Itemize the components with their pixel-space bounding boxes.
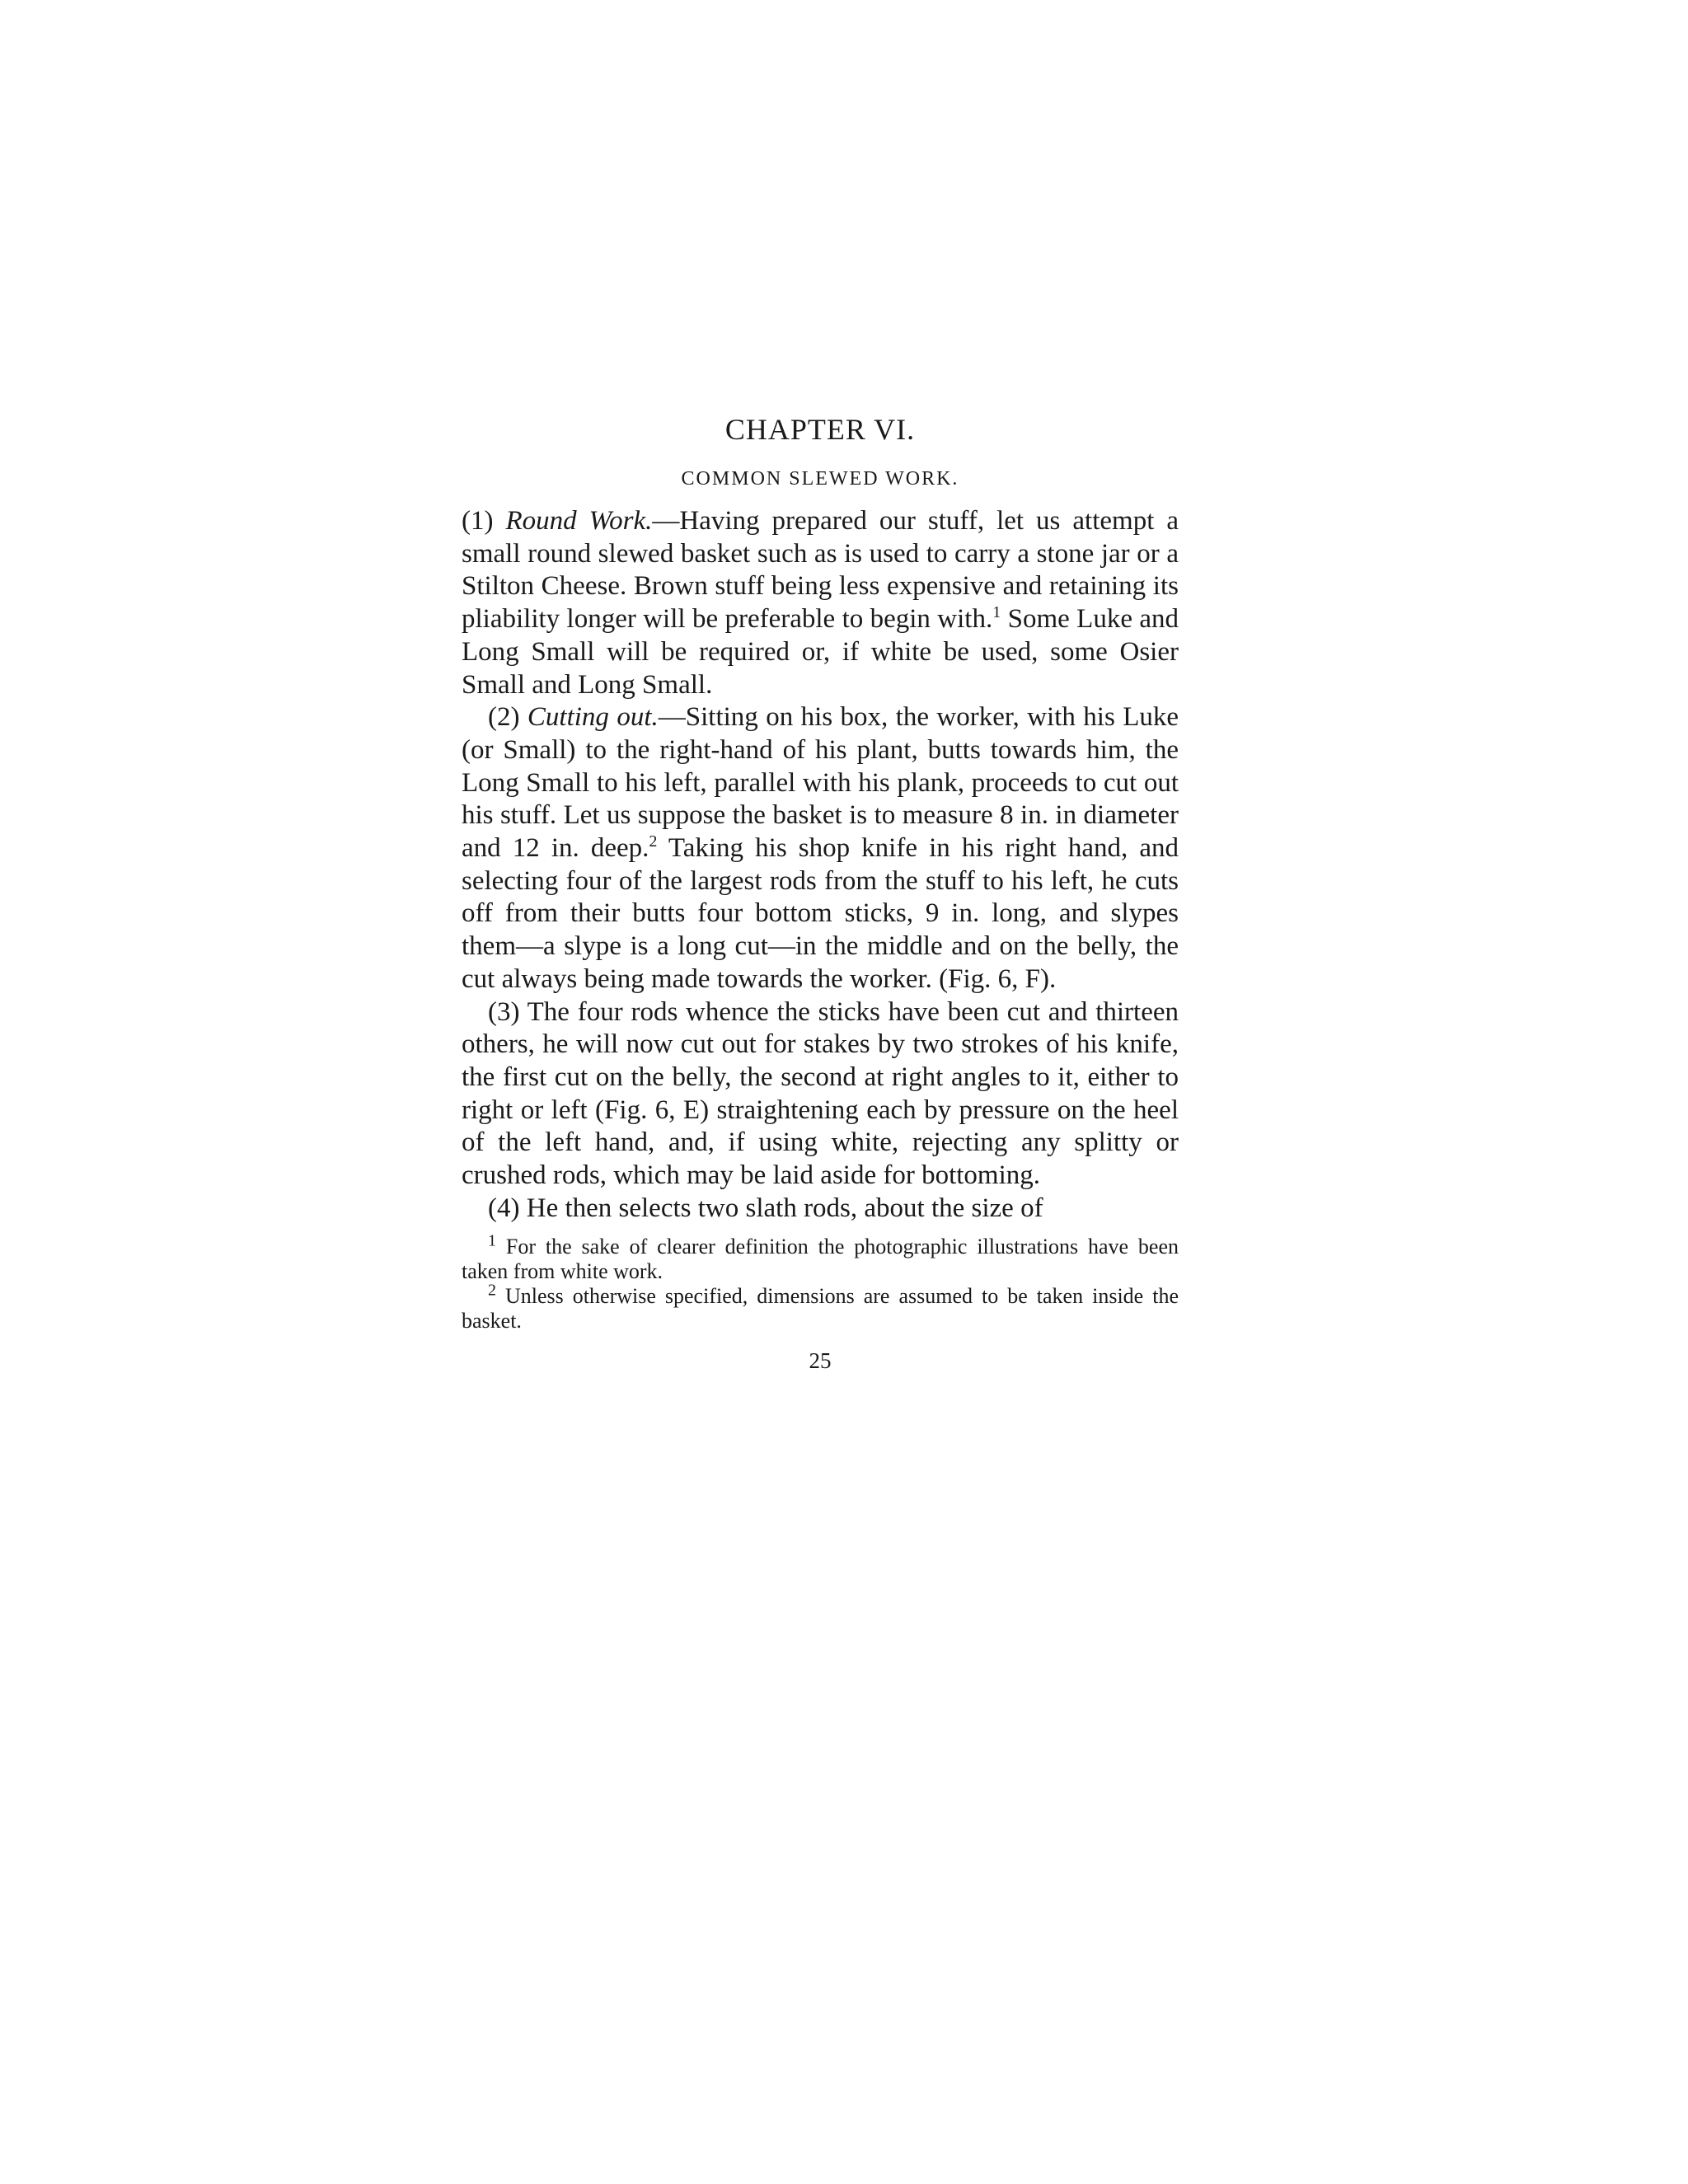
paragraph-heading: Round Work.: [505, 506, 653, 536]
page-number: 25: [809, 1348, 832, 1374]
paragraph-text: Some Luke and Long Small will be required or, if white be used, some Osier Small and Long Small.: [462, 604, 1179, 700]
paragraph-label: (1): [462, 506, 494, 536]
footnote-ref: 2: [649, 832, 658, 851]
paragraph-2: [462, 701, 1179, 996]
paragraph-1: [462, 505, 1179, 701]
chapter-subtitle: COMMON SLEWED WORK.: [681, 468, 959, 490]
paragraph-label: (3): [488, 996, 520, 1027]
footnote-mark: 2: [488, 1281, 496, 1300]
footnote-text: Unless otherwise specified, dimensions are assumed to be taken inside the basket.: [462, 1284, 1179, 1333]
paragraph-label: (4): [488, 1193, 520, 1223]
paragraph-4: [462, 1193, 1179, 1226]
paragraph-3: [462, 996, 1179, 1193]
chapter-title: CHAPTER VI.: [724, 413, 916, 446]
paragraph-label: (2): [488, 702, 520, 733]
paragraph-text: He then selects two slath rods, about the size of: [519, 1193, 1043, 1223]
paragraph-heading: Cutting out.: [527, 702, 659, 733]
book-page: [462, 412, 1179, 1374]
paragraph-text: —Sitting on his box, the worker, with his Luke (or Small) to the right-hand of his plant, butts towards him, the Long Small to his left, parallel with his plank, proceeds to cut out his stuff. Let us suppose the basket is to measure 8 in. in diameter and 12 in. deep.: [462, 702, 1179, 864]
footnote-text: For the sake of clearer definition the photographic illustrations have been taken from white work.: [462, 1235, 1179, 1284]
footnotes: [462, 1231, 1179, 1333]
footnote-mark: 1: [488, 1231, 496, 1250]
footnote-1: [462, 1231, 1179, 1284]
footnote-ref: 1: [992, 603, 1001, 622]
footnote-2: [462, 1281, 1179, 1333]
paragraph-text: —Having prepared our stuff, let us attempt a small round slewed basket such as is used to carry a stone jar or a Stilton Cheese. Brown stuff being less expensive and retaining its pliability longer will be preferable to begin with.: [462, 506, 1179, 635]
paragraph-text: Taking his shop knife in his right hand, and selecting four of the largest rods from the stuff to his left, he cuts off from their butts four bottom sticks, 9 in. long, and slypes them—a slype is a long cut—in the middle and on the belly, the cut always being made towards the worker. (Fig. 6, F).: [462, 833, 1179, 994]
paragraph-text: The four rods whence the sticks have been cut and thirteen others, he will now cut out for stakes by two strokes of his knife, the first cut on the belly, the second at right angles to it, either to right or left (Fig. 6, E) straightening each by pressure on the heel of the left hand, and, if using white, rejecting any splitty or crushed rods, which may be laid aside for bottoming.: [462, 996, 1179, 1191]
